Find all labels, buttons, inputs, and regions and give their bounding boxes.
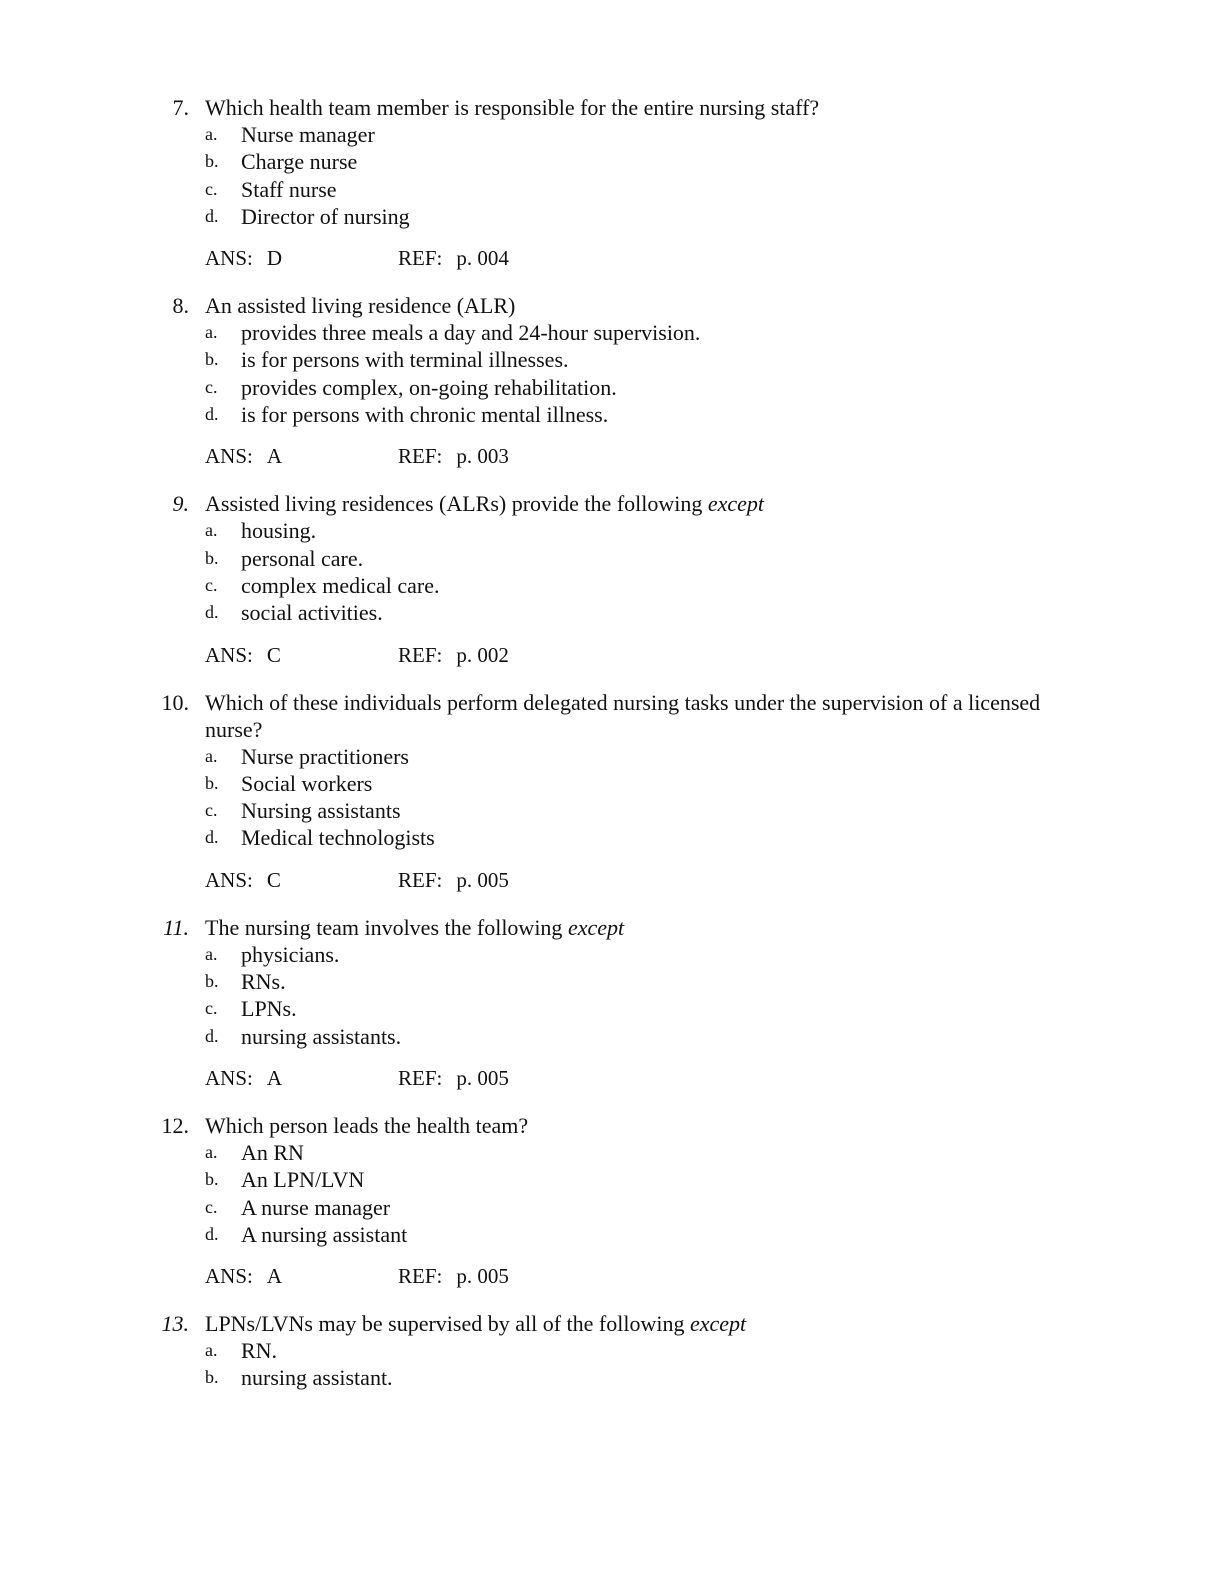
question-number: 9.	[172, 491, 189, 517]
ans-label: ANS:	[205, 444, 253, 469]
option-text: A nurse manager	[241, 1194, 391, 1220]
ref-label: REF:	[398, 1264, 443, 1289]
option-letter: b.	[205, 772, 219, 793]
ans-value: A	[266, 444, 283, 469]
question-stem	[205, 1311, 746, 1336]
question-block	[0, 94, 1224, 272]
page-reference	[398, 867, 509, 894]
ans-label: ANS:	[205, 642, 253, 667]
question-block	[0, 490, 1224, 668]
option-letter: b.	[205, 1367, 219, 1388]
ans-label: ANS:	[205, 1065, 253, 1090]
stem-emphasis: except	[707, 491, 765, 517]
option-letter: b.	[205, 349, 219, 370]
answer-option	[0, 1023, 1224, 1050]
answer-option	[0, 743, 1224, 770]
question-block	[0, 292, 1224, 470]
answer-option	[0, 797, 1224, 824]
question-number: 8.	[172, 293, 189, 319]
question-row	[0, 292, 1224, 319]
option-text: RNs.	[241, 969, 286, 995]
stem-emphasis: except	[689, 1311, 747, 1337]
answer-option	[0, 319, 1224, 346]
stem-text: Which of these individuals perform delegated nursing tasks under the supervision of a licensed nurse?	[205, 689, 1041, 742]
stem-emphasis: except	[567, 914, 625, 940]
option-text: LPNs.	[241, 996, 297, 1022]
ref-value: p. 002	[456, 642, 509, 667]
answer-key	[205, 1263, 282, 1290]
answer-option	[0, 176, 1224, 203]
question-block	[0, 1310, 1224, 1392]
option-letter: c.	[205, 800, 218, 821]
option-letter: d.	[205, 404, 219, 425]
answer-option	[0, 824, 1224, 851]
question-row	[0, 490, 1224, 517]
option-text: An RN	[241, 1139, 304, 1165]
question-block	[0, 689, 1224, 894]
ans-value: A	[266, 1065, 283, 1090]
option-list	[0, 1337, 1224, 1392]
answer-line	[0, 245, 1224, 272]
question-list	[0, 94, 1224, 1412]
question-stem	[205, 95, 819, 120]
answer-key	[205, 1065, 282, 1092]
answer-option	[0, 148, 1224, 175]
answer-option	[0, 995, 1224, 1022]
question-stem	[205, 293, 515, 318]
option-letter: a.	[205, 322, 218, 343]
option-letter: b.	[205, 971, 219, 992]
option-text: Medical technologists	[241, 825, 435, 851]
option-text: is for persons with chronic mental illness.	[241, 402, 609, 428]
answer-option	[0, 1364, 1224, 1391]
stem-text: The nursing team involves the following	[205, 914, 568, 940]
answer-option	[0, 572, 1224, 599]
option-letter: a.	[205, 520, 218, 541]
answer-option	[0, 1166, 1224, 1193]
question-block	[0, 1112, 1224, 1290]
option-text: social activities.	[241, 600, 383, 626]
question-number: 7.	[172, 95, 189, 120]
option-text: complex medical care.	[241, 572, 440, 598]
option-letter: d.	[205, 602, 219, 623]
option-list	[0, 517, 1224, 626]
ans-value: A	[266, 1264, 283, 1289]
stem-text: Which health team member is responsible for the entire nursing staff?	[205, 95, 820, 120]
option-text: Staff nurse	[241, 176, 337, 202]
option-text: Charge nurse	[241, 149, 358, 175]
option-letter: c.	[205, 178, 218, 199]
option-letter: d.	[205, 1223, 219, 1244]
option-letter: a.	[205, 943, 218, 964]
option-text: personal care.	[241, 545, 364, 571]
ans-label: ANS:	[205, 246, 253, 271]
question-number: 12.	[161, 1112, 189, 1138]
question-row	[0, 1310, 1224, 1337]
option-text: physicians.	[241, 941, 340, 967]
option-text: Social workers	[241, 770, 373, 796]
answer-option	[0, 1194, 1224, 1221]
option-text: nursing assistant.	[241, 1365, 393, 1391]
answer-option	[0, 1337, 1224, 1364]
answer-option	[0, 517, 1224, 544]
option-list	[0, 319, 1224, 428]
option-text: Nursing assistants	[241, 798, 401, 824]
option-letter: a.	[205, 124, 218, 144]
question-row	[0, 94, 1224, 121]
ref-value: p. 004	[456, 246, 509, 271]
ref-label: REF:	[398, 1065, 443, 1090]
answer-option	[0, 599, 1224, 626]
answer-key	[205, 867, 281, 894]
answer-option	[0, 941, 1224, 968]
question-row	[0, 689, 1224, 743]
option-list	[0, 1139, 1224, 1248]
ans-value: C	[266, 642, 281, 667]
option-list	[0, 941, 1224, 1050]
answer-option	[0, 1221, 1224, 1248]
option-letter: c.	[205, 574, 218, 595]
answer-line	[0, 642, 1224, 669]
answer-line	[0, 1065, 1224, 1092]
answer-option	[0, 968, 1224, 995]
ref-label: REF:	[398, 867, 443, 892]
ref-label: REF:	[398, 444, 443, 469]
answer-key	[205, 642, 281, 669]
option-letter: a.	[205, 1340, 218, 1361]
ref-label: REF:	[398, 642, 443, 667]
stem-text: LPNs/LVNs may be supervised by all of the following	[205, 1311, 690, 1337]
page-reference	[398, 245, 509, 272]
ref-label: REF:	[398, 246, 443, 271]
option-text: An LPN/LVN	[241, 1167, 365, 1193]
question-stem	[205, 690, 1040, 742]
answer-option	[0, 346, 1224, 373]
question-row	[0, 914, 1224, 941]
option-text: Nurse manager	[241, 122, 375, 147]
page-reference	[398, 1065, 509, 1092]
option-letter: b.	[205, 1169, 219, 1190]
question-number: 10.	[161, 689, 189, 715]
answer-key	[205, 245, 282, 272]
answer-option	[0, 203, 1224, 230]
answer-line	[0, 867, 1224, 894]
option-text: A nursing assistant	[241, 1221, 408, 1247]
ref-value: p. 005	[456, 867, 509, 892]
option-letter: c.	[205, 376, 218, 397]
option-letter: c.	[205, 998, 218, 1019]
ans-label: ANS:	[205, 867, 253, 892]
ref-value: p. 005	[456, 1065, 509, 1090]
option-letter: b.	[205, 151, 219, 172]
stem-text: Assisted living residences (ALRs) provide the following	[205, 491, 708, 517]
option-text: Director of nursing	[241, 203, 410, 229]
option-text: RN.	[241, 1338, 278, 1364]
ans-value: D	[266, 246, 283, 271]
option-letter: a.	[205, 1141, 218, 1162]
question-block	[0, 914, 1224, 1092]
ans-value: C	[266, 867, 281, 892]
option-letter: d.	[205, 205, 219, 226]
question-stem	[205, 491, 764, 516]
stem-text: An assisted living residence (ALR)	[205, 293, 516, 319]
ref-value: p. 005	[456, 1264, 509, 1289]
option-list	[0, 121, 1224, 230]
option-list	[0, 743, 1224, 852]
question-number: 13.	[161, 1311, 189, 1337]
page-reference	[398, 443, 509, 470]
option-letter: c.	[205, 1196, 218, 1217]
page-reference	[398, 1263, 509, 1290]
option-letter: d.	[205, 827, 219, 848]
option-text: provides three meals a day and 24-hour supervision.	[241, 320, 701, 346]
stem-text: Which person leads the health team?	[205, 1112, 529, 1138]
answer-option	[0, 545, 1224, 572]
ref-value: p. 003	[456, 444, 509, 469]
option-text: is for persons with terminal illnesses.	[241, 347, 569, 373]
answer-line	[0, 1263, 1224, 1290]
answer-option	[0, 401, 1224, 428]
option-text: nursing assistants.	[241, 1023, 402, 1049]
option-text: Nurse practitioners	[241, 743, 409, 769]
question-number: 11.	[163, 914, 189, 940]
answer-option	[0, 121, 1224, 148]
question-stem	[205, 1113, 528, 1138]
option-text: provides complex, on-going rehabilitation.	[241, 374, 617, 400]
question-row	[0, 1112, 1224, 1139]
answer-option	[0, 770, 1224, 797]
option-letter: d.	[205, 1025, 219, 1046]
page-reference	[398, 642, 509, 669]
answer-line	[0, 443, 1224, 470]
ans-label: ANS:	[205, 1264, 253, 1289]
option-text: housing.	[241, 518, 317, 544]
option-letter: a.	[205, 745, 218, 766]
answer-option	[0, 1139, 1224, 1166]
answer-key	[205, 443, 282, 470]
option-letter: b.	[205, 547, 219, 568]
answer-option	[0, 374, 1224, 401]
question-stem	[205, 915, 624, 940]
